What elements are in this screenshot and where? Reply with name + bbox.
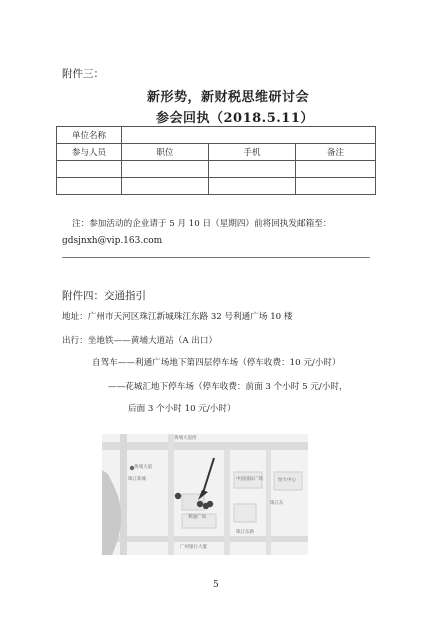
location-map: [102, 434, 308, 555]
map-graphic: [102, 434, 308, 555]
form-cell[interactable]: [209, 178, 296, 195]
header-participant: 参与人员: [57, 144, 122, 161]
note-email[interactable]: gdsjnxh@vip.163.com: [62, 236, 163, 246]
rsvp-form-table: [56, 126, 376, 195]
form-row-empty: [57, 161, 376, 178]
map-label-side: 珠江东: [270, 501, 284, 506]
unit-value-cell[interactable]: [122, 127, 376, 144]
metro-line: 出行：坐地铁——黄埔大道站（A 出口）: [62, 336, 218, 346]
car-line-1: 自驾车——利通广场地下第四层停车场（停车收费：10 元/小时）: [92, 358, 341, 368]
note-line-1: 注：参加活动的企业请于 5 月 10 日（星期四）前将回执发邮箱至：: [72, 219, 332, 229]
unit-label-cell: 单位名称: [57, 127, 122, 144]
map-label-plaza3: 中国国际广场: [236, 477, 263, 482]
divider-line: [62, 257, 370, 258]
car-line-2: ——花城汇地下停车场（停车收费：前面 3 个小时 5 元/小时，: [108, 382, 348, 392]
map-label-center: 恒大中心: [278, 478, 296, 483]
form-cell[interactable]: [122, 161, 209, 178]
map-label-right-bottom: 珠江东路: [236, 530, 254, 535]
header-row: [57, 144, 376, 161]
map-label-plaza2: 利通广场: [188, 515, 206, 520]
form-row-empty: [57, 178, 376, 195]
header-phone: 手机: [209, 144, 296, 161]
form-cell[interactable]: [122, 178, 209, 195]
doc-subtitle: 参会回执（2018.5.11）: [156, 111, 314, 126]
page-number: 5: [213, 580, 219, 590]
form-cell[interactable]: [57, 178, 122, 195]
appendix3-label: 附件三：: [62, 68, 104, 80]
car-line-3: 后面 3 个小时 10 元/小时）: [128, 404, 236, 414]
header-remarks: 备注: [296, 144, 376, 161]
map-label-plaza1: 珠江新城: [128, 477, 146, 482]
doc-title: 新形势，新财税思维研讨会: [147, 90, 310, 105]
appendix4-label: 附件四：交通指引: [62, 290, 146, 302]
address-line: 地址：广州市天河区珠江新城珠江东路 32 号利通广场 10 楼: [62, 312, 293, 322]
header-position: 职位: [122, 144, 209, 161]
map-label-station: 黄埔大道: [134, 465, 152, 470]
form-cell[interactable]: [209, 161, 296, 178]
unit-row: [57, 127, 376, 144]
map-label-road-top: 黄埔大道西: [174, 436, 197, 441]
map-label-bottom: 广州银行大厦: [180, 545, 207, 550]
form-cell[interactable]: [296, 178, 376, 195]
form-cell[interactable]: [296, 161, 376, 178]
form-cell[interactable]: [57, 161, 122, 178]
